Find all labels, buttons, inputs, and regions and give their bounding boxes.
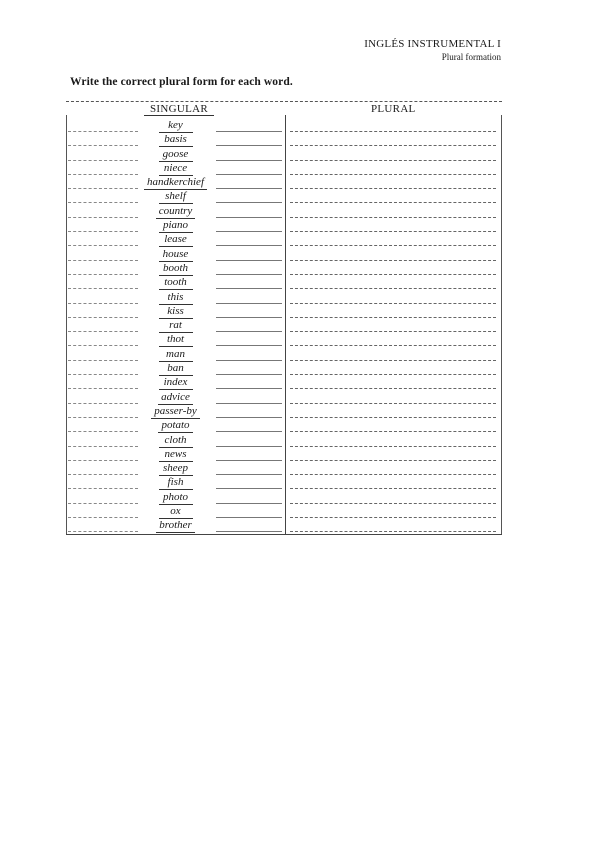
page-header	[364, 38, 501, 63]
table-row	[66, 233, 502, 247]
plural-answer-line[interactable]	[290, 145, 496, 146]
plural-answer-line[interactable]	[290, 317, 496, 318]
singular-word-cell	[66, 176, 285, 190]
singular-word: lease	[159, 233, 193, 247]
singular-word-cell	[66, 162, 285, 176]
plural-answer-line[interactable]	[290, 288, 496, 289]
plural-answer-line[interactable]	[290, 188, 496, 189]
singular-word: brother	[156, 519, 195, 533]
singular-word: man	[159, 348, 193, 362]
table-row	[66, 476, 502, 490]
singular-word: news	[159, 448, 193, 462]
singular-word: booth	[159, 262, 193, 276]
table-row	[66, 305, 502, 319]
plural-answer-line[interactable]	[290, 517, 496, 518]
table-row	[66, 348, 502, 362]
table-row	[66, 362, 502, 376]
plural-column-header: PLURAL	[371, 103, 416, 115]
table-row	[66, 205, 502, 219]
singular-word-cell	[66, 448, 285, 462]
singular-word: index	[159, 376, 193, 390]
singular-word: sheep	[159, 462, 193, 476]
plural-answer-line[interactable]	[290, 274, 496, 275]
exercise-instruction: Write the correct plural form for each word.	[70, 76, 293, 88]
singular-word-cell	[66, 505, 285, 519]
singular-word-cell	[66, 391, 285, 405]
singular-word-cell	[66, 305, 285, 319]
singular-word: cloth	[159, 434, 193, 448]
singular-word-cell	[66, 419, 285, 433]
table-row	[66, 333, 502, 347]
plural-answer-line[interactable]	[290, 160, 496, 161]
singular-word: piano	[159, 219, 193, 233]
singular-word: tooth	[159, 276, 193, 290]
plural-answer-line[interactable]	[290, 174, 496, 175]
table-rows	[66, 119, 502, 534]
table-row	[66, 219, 502, 233]
course-title: INGLÉS INSTRUMENTAL I	[364, 38, 501, 50]
plural-answer-line[interactable]	[290, 460, 496, 461]
table-row	[66, 248, 502, 262]
table-row	[66, 319, 502, 333]
plural-answer-line[interactable]	[290, 531, 496, 532]
plural-answer-line[interactable]	[290, 303, 496, 304]
table-row	[66, 505, 502, 519]
table-row	[66, 376, 502, 390]
plural-answer-line[interactable]	[290, 245, 496, 246]
singular-word-cell	[66, 462, 285, 476]
singular-word-cell	[66, 291, 285, 305]
singular-word-cell	[66, 233, 285, 247]
plural-answer-line[interactable]	[290, 503, 496, 504]
singular-word-cell	[66, 519, 285, 533]
table-row	[66, 262, 502, 276]
singular-word-cell	[66, 319, 285, 333]
singular-word-cell	[66, 376, 285, 390]
plural-answer-line[interactable]	[290, 131, 496, 132]
singular-word: rat	[159, 319, 193, 333]
table-row	[66, 119, 502, 133]
table-row	[66, 519, 502, 533]
table-row	[66, 190, 502, 204]
singular-word: ban	[159, 362, 193, 376]
singular-word-cell	[66, 491, 285, 505]
table-row	[66, 434, 502, 448]
singular-word-cell	[66, 133, 285, 147]
singular-word: passer-by	[151, 405, 200, 419]
singular-word-cell	[66, 333, 285, 347]
singular-word: thot	[159, 333, 193, 347]
plural-answer-line[interactable]	[290, 231, 496, 232]
plural-answer-line[interactable]	[290, 403, 496, 404]
singular-word-cell	[66, 348, 285, 362]
singular-word-cell	[66, 219, 285, 233]
singular-word: handkerchief	[144, 176, 207, 190]
plural-answer-line[interactable]	[290, 345, 496, 346]
singular-word: advice	[158, 391, 193, 405]
table-row	[66, 133, 502, 147]
singular-word: ox	[159, 505, 193, 519]
singular-word: potato	[158, 419, 192, 433]
plural-answer-line[interactable]	[290, 360, 496, 361]
plural-answer-line[interactable]	[290, 431, 496, 432]
singular-word-cell	[66, 434, 285, 448]
table-bottom-rule	[66, 534, 502, 535]
plural-answer-line[interactable]	[290, 388, 496, 389]
singular-word: goose	[159, 148, 193, 162]
table-row	[66, 405, 502, 419]
singular-word-cell	[66, 362, 285, 376]
table-row	[66, 148, 502, 162]
plural-answer-line[interactable]	[290, 446, 496, 447]
plural-answer-line[interactable]	[290, 488, 496, 489]
singular-word: basis	[159, 133, 193, 147]
table-row	[66, 176, 502, 190]
singular-word-cell	[66, 405, 285, 419]
table-top-rule	[66, 101, 502, 102]
plural-answer-line[interactable]	[290, 374, 496, 375]
plural-answer-line[interactable]	[290, 474, 496, 475]
singular-word: key	[159, 119, 193, 133]
plural-answer-line[interactable]	[290, 260, 496, 261]
singular-word-cell	[66, 248, 285, 262]
plural-answer-line[interactable]	[290, 202, 496, 203]
singular-word: shelf	[159, 190, 193, 204]
table-row	[66, 462, 502, 476]
table-row	[66, 448, 502, 462]
singular-word: photo	[159, 491, 193, 505]
singular-word: kiss	[159, 305, 193, 319]
singular-word: this	[159, 291, 193, 305]
table-row	[66, 162, 502, 176]
plural-answer-line[interactable]	[290, 417, 496, 418]
table-row	[66, 276, 502, 290]
singular-word-cell	[66, 205, 285, 219]
plural-answer-line[interactable]	[290, 331, 496, 332]
singular-word-cell	[66, 262, 285, 276]
table-row	[66, 419, 502, 433]
table-row	[66, 291, 502, 305]
table-row	[66, 391, 502, 405]
singular-word: fish	[159, 476, 193, 490]
singular-column-header: SINGULAR	[144, 103, 214, 116]
singular-word-cell	[66, 148, 285, 162]
plural-table	[66, 101, 502, 535]
singular-word: country	[156, 205, 196, 219]
singular-word-cell	[66, 476, 285, 490]
singular-word: niece	[159, 162, 193, 176]
plural-answer-line[interactable]	[290, 217, 496, 218]
table-row	[66, 491, 502, 505]
singular-word-cell	[66, 119, 285, 133]
singular-word-cell	[66, 276, 285, 290]
topic-subtitle: Plural formation	[441, 52, 501, 62]
singular-word: house	[159, 248, 193, 262]
singular-word-cell	[66, 190, 285, 204]
